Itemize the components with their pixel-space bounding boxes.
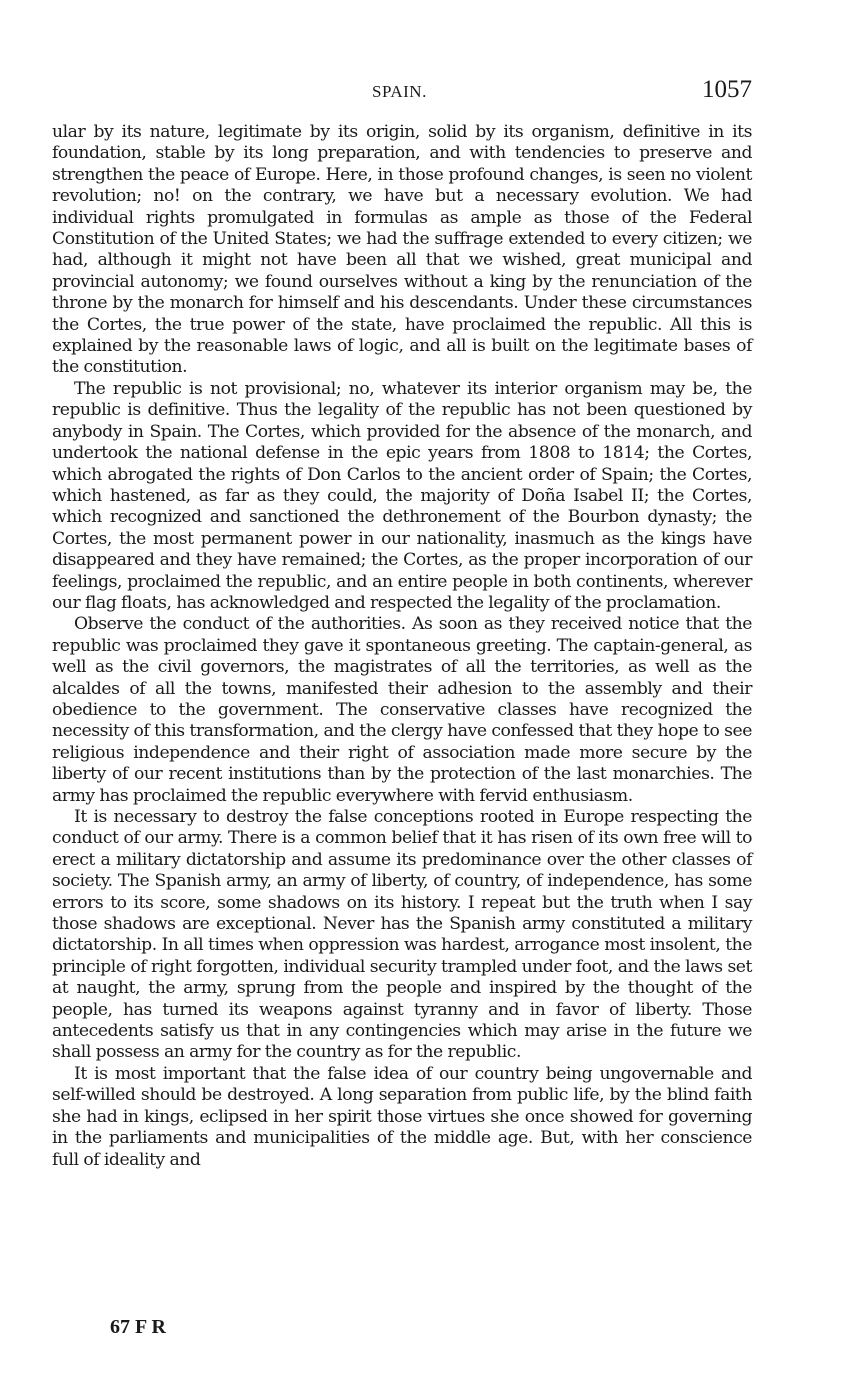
paragraph-1: ular by its nature, legitimate by its origin, solid by its organism, definitive in its foundation, stable by its long preparation, and with tendencies to preserve and strengthen the peace of Europe. Here, in those profound changes, is seen no violent revolution; no! on the contrary, we have but a necessary evolution. We had individual rights promulgated in formulas as ample as those of the Federal Constitution of the United States; we had the suffrage extended to every citizen; we had, although it might not have been all that we wished, great municipal and provincial autonomy; we found ourselves without a king by the renunciation of the throne by the monarch for himself and his descendants. Under these circumstances the Cortes, the true power of the state, have proclaimed the republic. All this is explained by the reasonable laws of logic, and all is built on the legitimate bases of the constitution. (52, 122, 752, 378)
body-text (52, 122, 752, 1171)
running-title: SPAIN. (372, 82, 427, 101)
page-number: 1057 (702, 76, 752, 103)
paragraph-2: The republic is not provisional; no, whatever its interior organism may be, the republic is definitive. Thus the legality of the republic has not been questioned by anybody in Spain. The Cortes, which provided for the absence of the monarch, and undertook the national defense in the epic years from 1808 to 1814; the Cortes, which abrogated the rights of Don Carlos to the ancient order of Spain; the Cortes, which hastened, as far as they could, the majority of Doña Isabel II; the Cortes, which recognized and sanctioned the dethronement of the Bourbon dynasty; the Cortes, the most permanent power in our nationality, inasmuch as the kings have disappeared and they have remained; the Cortes, as the proper incorporation of our feelings, proclaimed the republic, and an entire people in both continents, wherever our flag floats, has acknowledged and respected the legality of the proclamation. (52, 378, 752, 613)
paragraph-3: Observe the conduct of the authorities. As soon as they received notice that the republic was proclaimed they gave it spontaneous greeting. The captain-general, as well as the civil governors, the magistrates of all the territories, as well as the alcaldes of all the towns, manifested their adhesion to the assembly and their obedience to the government. The conservative classes have recognized the necessity of this transformation, and the clergy have confessed that they hope to see religious independence and their right of association made more secure by the liberty of our recent institutions than by the protection of the last monarchies. The army has proclaimed the republic everywhere with fervid enthusiasm. (52, 614, 752, 806)
printer-signature-mark: 67 F R (110, 1316, 166, 1338)
paragraph-4: It is necessary to destroy the false conceptions rooted in Europe respecting the conduct of our army. There is a common belief that it has risen of its own free will to erect a military dictatorship and assume its predominance over the other classes of society. The Spanish army, an army of liberty, of country, of independence, has some errors to its score, some shadows on its history. I repeat but the truth when I say those shadows are exceptional. Never has the Spanish army constituted a military dictatorship. In all times when oppression was hardest, arrogance most insolent, the principle of right forgotten, individual security trampled under foot, and the laws set at naught, the army, sprung from the people and inspired by the thought of the people, has turned its weapons against tyranny and in favor of liberty. Those antecedents satisfy us that in any contingencies which may arise in the future we shall possess an army for the country as for the republic. (52, 807, 752, 1063)
paragraph-5: It is most important that the false idea of our country being ungovernable and self-willed should be destroyed. A long separation from public life, by the blind faith she had in kings, eclipsed in her spirit those virtues she once showed for governing in the parliaments and municipalities of the middle age. But, with her conscience full of ideality and (52, 1063, 752, 1170)
page-header (52, 78, 752, 106)
